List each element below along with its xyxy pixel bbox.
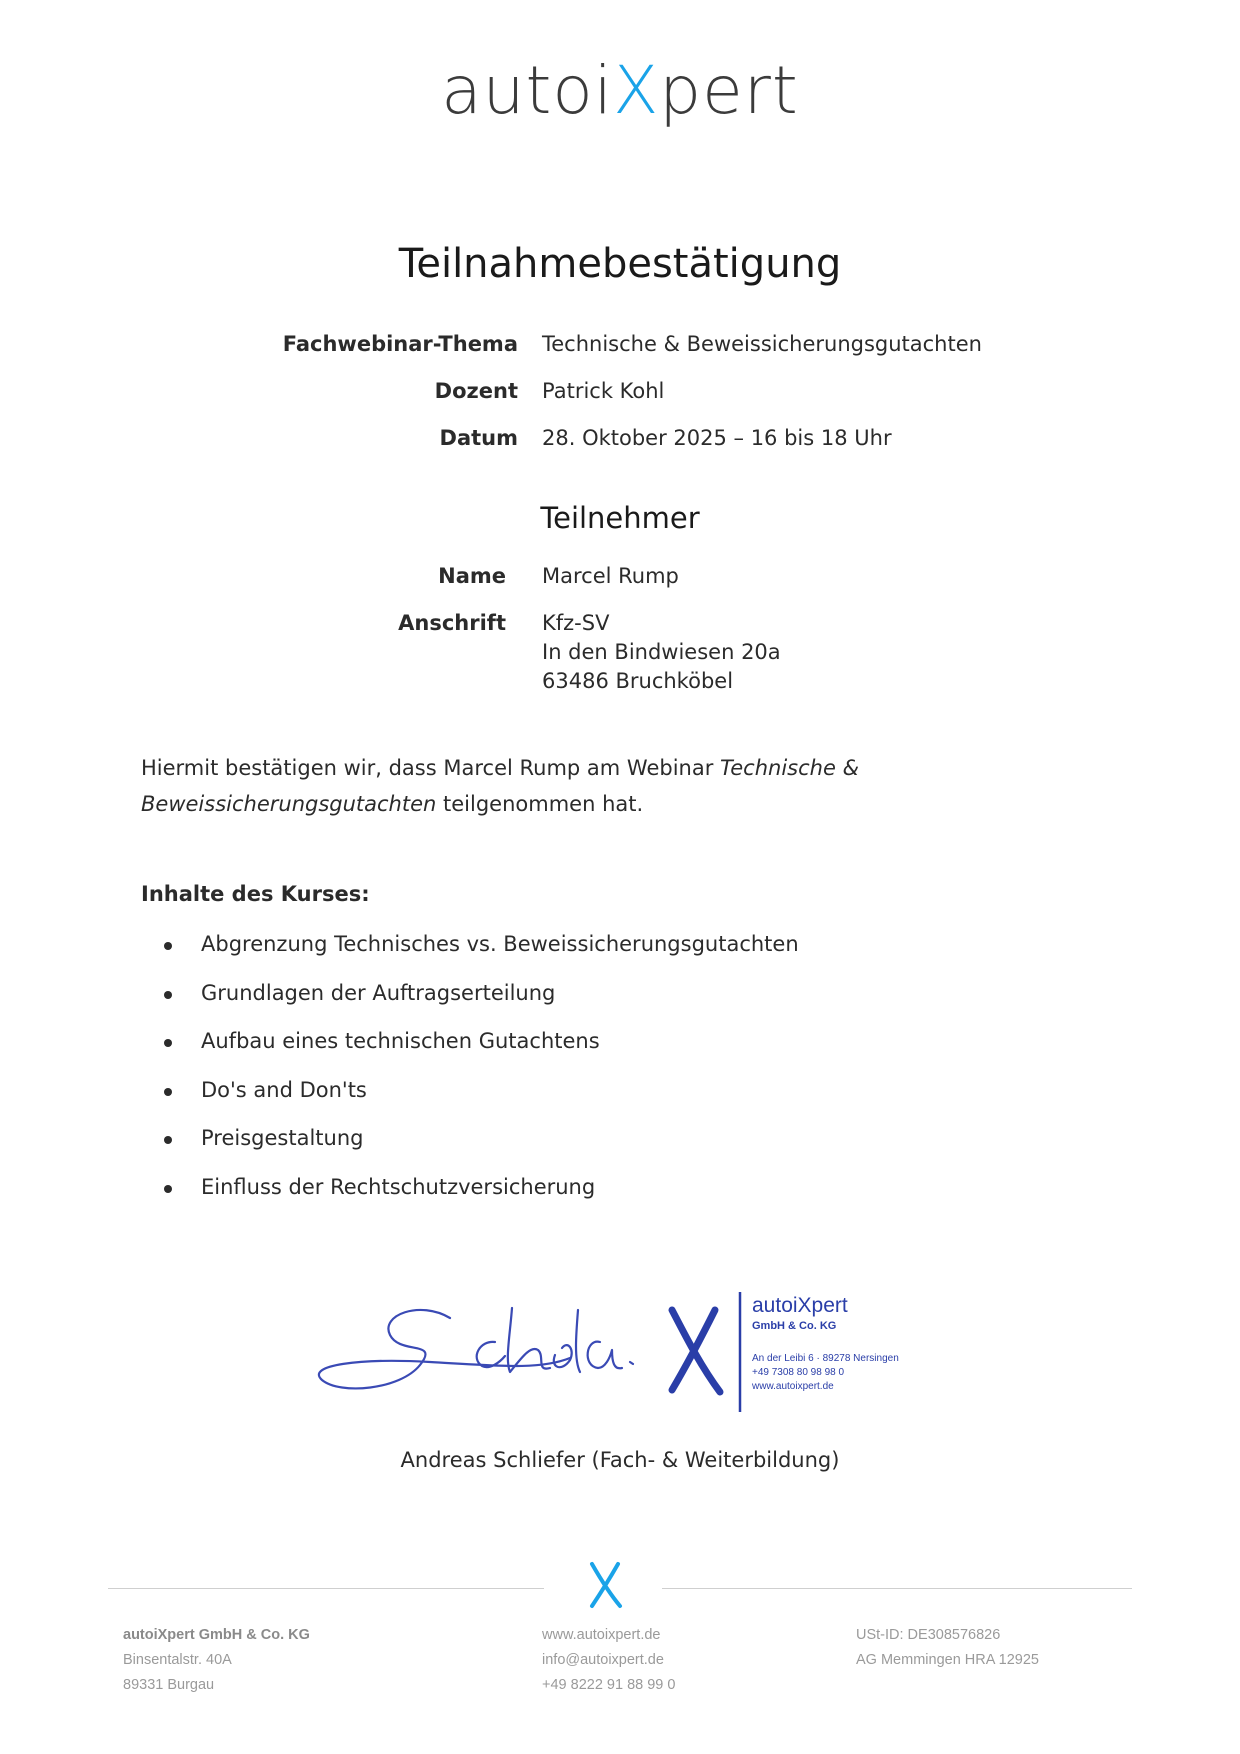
topic-value: Technische & Beweissicherungsgutachten (542, 332, 982, 356)
list-item-text: Preisgestaltung (201, 1126, 364, 1150)
bullet-icon (164, 942, 172, 950)
footer-website[interactable]: www.autoixpert.de (542, 1627, 661, 1643)
address-line-1: Kfz-SV (542, 611, 610, 635)
list-item-text: Einfluss der Rechtschutzversicherung (201, 1174, 596, 1199)
topic-label: Fachwebinar-Thema (282, 332, 518, 356)
logo-x-mark: X (613, 52, 660, 129)
course-heading: Inhalte des Kurses: (141, 882, 370, 906)
list-item-text: Aufbau eines technischen Gutachtens (201, 1029, 600, 1053)
list-item (141, 979, 1041, 1028)
stamp-phone: +49 7308 80 98 98 0 (752, 1367, 845, 1378)
list-item-text: Do's and Don'ts (201, 1077, 367, 1102)
list-item (141, 1076, 1041, 1125)
footer-phone: +49 8222 91 88 99 0 (542, 1677, 676, 1693)
footer-email[interactable]: info@autoixpert.de (542, 1652, 664, 1668)
address-label: Anschrift (398, 611, 506, 635)
stamp-address: An der Leibi 6 · 89278 Nersingen (752, 1353, 899, 1364)
footer-street: Binsentalstr. 40A (123, 1652, 232, 1668)
confirmation-text-before: Hiermit bestätigen wir, dass Marcel Rump am Webinar (141, 756, 721, 780)
confirmation-text-after: teilgenommen hat. (436, 792, 644, 816)
signature-area (300, 1280, 950, 1420)
bullet-icon (164, 1185, 172, 1193)
footer-company: autoiXpert GmbH & Co. KG (123, 1627, 310, 1643)
name-value: Marcel Rump (542, 564, 679, 588)
footer-divider-right (662, 1588, 1132, 1589)
bullet-icon (164, 1136, 172, 1144)
lecturer-value: Patrick Kohl (542, 379, 665, 403)
confirmation-text (141, 750, 1121, 822)
course-list (141, 930, 1041, 1221)
logo-text-tail: pert (659, 52, 799, 129)
participant-heading: Teilnehmer (540, 501, 700, 535)
list-item (141, 1124, 1041, 1173)
bullet-icon (164, 991, 172, 999)
list-item (141, 930, 1041, 979)
footer-register: AG Memmingen HRA 12925 (856, 1652, 1039, 1668)
footer-contact-column (542, 1623, 675, 1698)
footer-company-column (123, 1623, 310, 1698)
handwritten-signature (300, 1280, 950, 1420)
date-value: 28. Oktober 2025 – 16 bis 18 Uhr (542, 426, 892, 450)
footer-city: 89331 Burgau (123, 1677, 215, 1693)
list-item (141, 1027, 1041, 1076)
page-title: Teilnahmebestätigung (398, 241, 842, 287)
address-line-2: In den Bindwiesen 20a (542, 640, 781, 664)
stamp-legal-form: GmbH & Co. KG (752, 1320, 837, 1332)
address-line-3: 63486 Bruchköbel (542, 669, 734, 693)
bullet-icon (164, 1039, 172, 1047)
date-label: Datum (439, 426, 518, 450)
confirmation-webinar-title: Technische & Beweissicherungsgutachten (141, 756, 859, 816)
stamp-website: www.autoixpert.de (752, 1381, 834, 1392)
footer-x-logo-icon (586, 1560, 626, 1610)
footer-vat-id: USt-ID: DE308576826 (856, 1627, 1001, 1643)
logo-text-main: autoi (441, 52, 614, 129)
list-item-text: Grundlagen der Auftragserteilung (201, 980, 556, 1005)
company-logo (0, 52, 1240, 129)
signer-name: Andreas Schliefer (Fach- & Weiterbildung) (400, 1448, 840, 1472)
footer-divider-left (108, 1588, 544, 1589)
list-item (141, 1173, 1041, 1222)
lecturer-label: Dozent (434, 379, 518, 403)
name-label: Name (438, 564, 506, 588)
stamp-company: autoiXpert (752, 1294, 848, 1317)
list-item-text: Abgrenzung Technisches vs. Beweissicherungsgutachten (201, 932, 799, 956)
bullet-icon (164, 1088, 172, 1096)
footer-legal-column (856, 1623, 1039, 1673)
